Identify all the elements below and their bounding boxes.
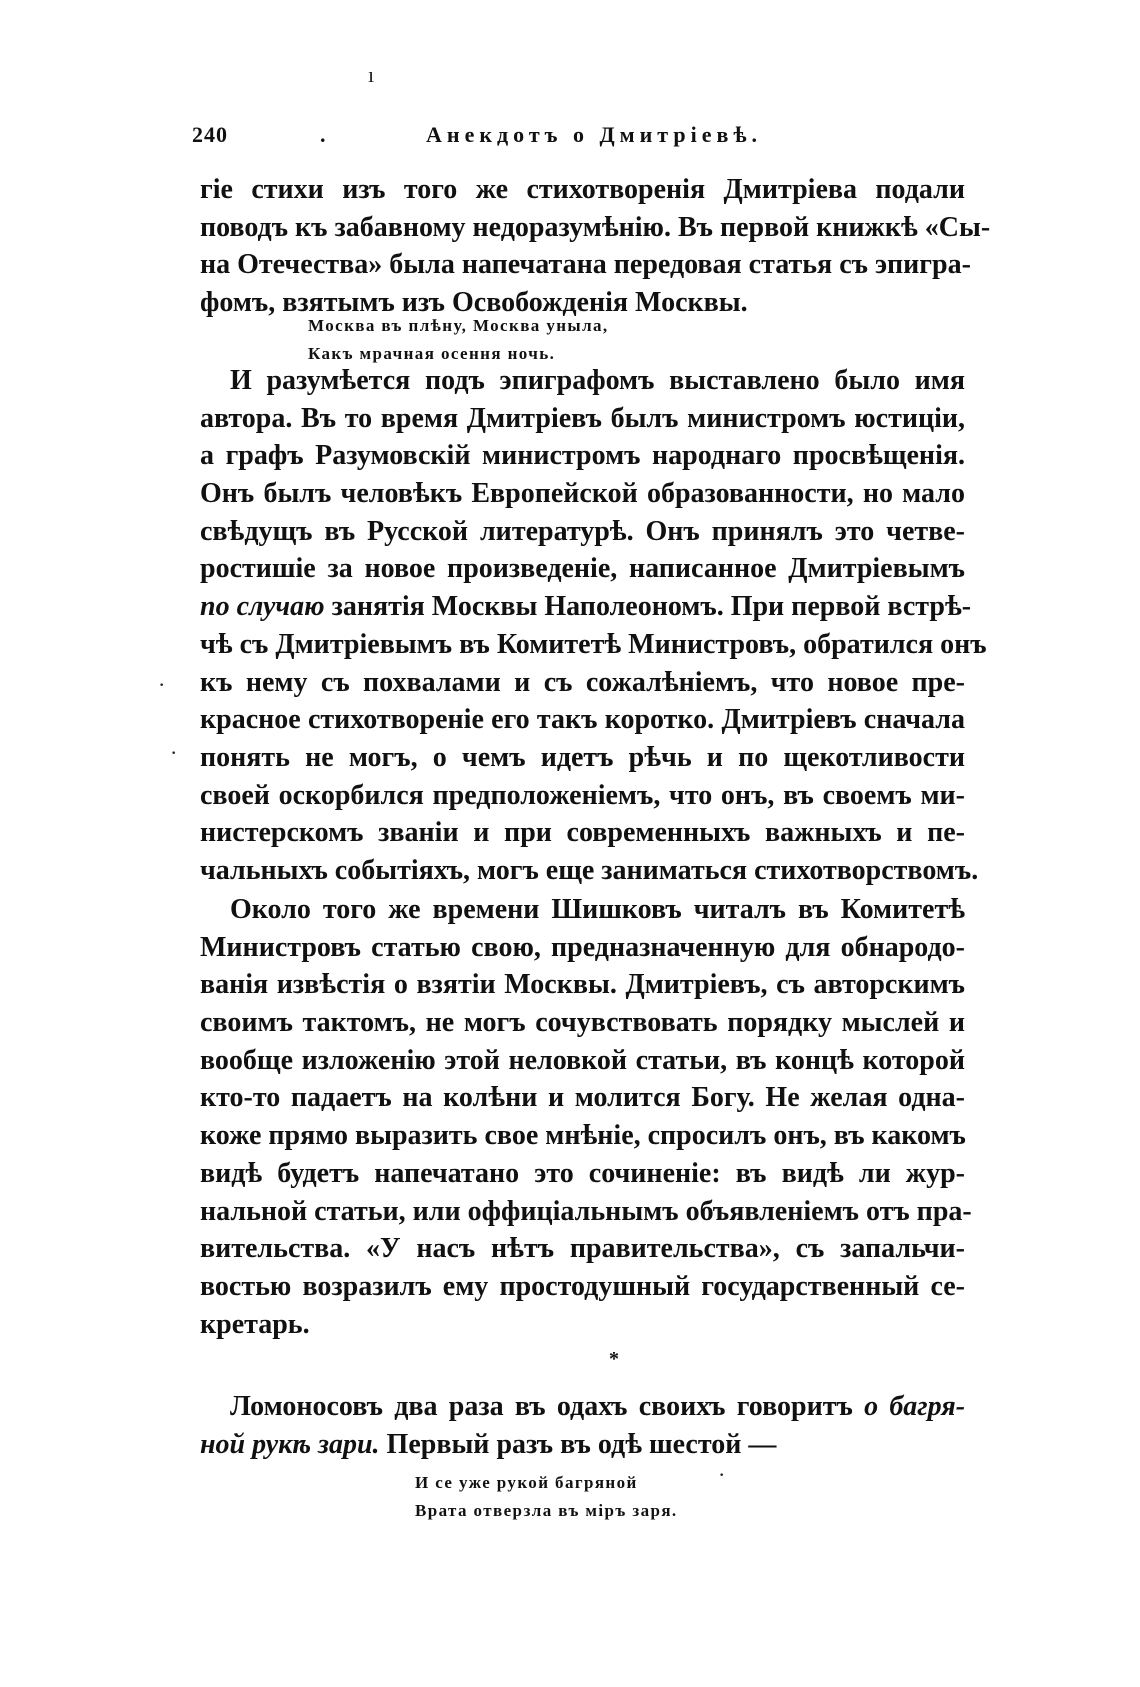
- italic-phrase: ной рукѣ зари.: [200, 1428, 380, 1460]
- italic-phrase: о багря-: [864, 1391, 966, 1422]
- paragraph-2: [200, 362, 987, 890]
- text-line: своимъ тактомъ, не могъ сочувствовать порядку мыслей и: [200, 1007, 965, 1039]
- text-line: фомъ, взятымъ изъ Освобожденія Москвы.: [200, 287, 748, 319]
- text-line: Министровъ статью свою, предназначенную для обнародо-: [200, 931, 965, 963]
- text-line: поводъ къ забавному недоразумѣнію. Въ первой книжкѣ «Сы-: [200, 211, 991, 243]
- text-line: востью возразилъ ему простодушный государственный се-: [200, 1270, 965, 1302]
- text-line: кретарь.: [200, 1308, 310, 1340]
- text-line: [200, 1388, 965, 1426]
- text-line: ростишіе за новое произведеніе, написанное Дмитріевымъ: [200, 553, 965, 585]
- paragraph-1: [200, 171, 991, 322]
- text-line: Онъ былъ человѣкъ Европейской образованности, но мало: [200, 478, 965, 510]
- text-line: коже прямо выразить свое мнѣніе, спросилъ онъ, въ какомъ: [200, 1120, 966, 1152]
- section-separator: *: [609, 1348, 619, 1370]
- print-speck: ·: [158, 672, 166, 697]
- text-line: а графъ Разумовскій министромъ народнаго просвѣщенія.: [200, 440, 965, 472]
- text-line: [200, 1426, 965, 1464]
- text-line: [200, 588, 972, 626]
- paragraph-4: [200, 1388, 965, 1463]
- print-speck: ·: [718, 1462, 726, 1487]
- quote-line: Врата отверзла въ міръ заря.: [415, 1501, 678, 1520]
- text-line: вительства. «У насъ нѣтъ правительства», съ запальчи-: [200, 1233, 965, 1265]
- text-line: на Отечества» была напечатана передовая статья съ эпигра-: [200, 249, 971, 281]
- text-line: ванія извѣстія о взятіи Москвы. Дмитріевъ, съ авторскимъ: [200, 969, 965, 1001]
- text-line: вообще изложенію этой неловкой статьи, въ концѣ которой: [200, 1044, 965, 1076]
- running-header: [192, 122, 962, 158]
- text-line: понять не могъ, о чемъ идетъ рѣчь и по щекотливости: [200, 741, 965, 773]
- text-line: своей оскорбился предположеніемъ, что онъ, въ своемъ ми-: [200, 779, 965, 811]
- text-line: чѣ съ Дмитріевымъ въ Комитетѣ Министровъ, обратился онъ: [200, 628, 987, 660]
- text-line: нальной статьи, или оффиціальнымъ объявленіемъ отъ пра-: [200, 1195, 972, 1227]
- print-speck: ı: [368, 62, 375, 87]
- text-line: автора. Въ то время Дмитріевъ былъ министромъ юстиціи,: [200, 402, 965, 434]
- text-run: Ломоносовъ два раза въ одахъ своихъ говоритъ: [230, 1391, 853, 1422]
- quote: [415, 1469, 678, 1525]
- epigraph: [308, 312, 609, 368]
- italic-phrase: по случаю: [200, 591, 325, 623]
- text-line: Около того же времени Шишковъ читалъ въ Комитетѣ: [230, 894, 965, 925]
- epigraph-line: Какъ мрачная осення ночь.: [308, 344, 556, 363]
- text-run: Первый разъ въ одѣ шестой —: [386, 1428, 777, 1460]
- text-line: чальныхъ событіяхъ, могъ еще заниматься стихотворствомъ.: [200, 854, 979, 886]
- text-line: нистерскомъ званіи и при современныхъ важныхъ и пе-: [200, 817, 965, 849]
- header-separator: .: [320, 122, 326, 147]
- page-number: 240: [192, 122, 228, 147]
- paragraph-3: [200, 891, 972, 1343]
- text-line: свѣдущъ въ Русской литературѣ. Онъ принялъ это четве-: [200, 515, 965, 547]
- text-line: красное стихотвореніе его такъ коротко. Дмитріевъ сначала: [200, 704, 965, 736]
- text-run: занятія Москвы Наполеономъ. При первой встрѣ-: [331, 591, 972, 623]
- print-speck: ·: [170, 740, 178, 765]
- epigraph-line: Москва въ плѣну, Москва уныла,: [308, 316, 609, 335]
- quote-line: И се уже рукой багряной: [415, 1473, 638, 1492]
- text-line: видѣ будетъ напечатано это сочиненіе: въ видѣ ли жур-: [200, 1157, 965, 1189]
- text-line: кто-то падаетъ на колѣни и молится Богу. Не желая одна-: [200, 1082, 965, 1114]
- text-line: И разумѣется подъ эпиграфомъ выставлено было имя: [230, 365, 965, 396]
- running-title: Анекдотъ о Дмитріевѣ.: [426, 122, 763, 147]
- text-line: къ нему съ похвалами и съ сожалѣніемъ, что новое пре-: [200, 666, 965, 698]
- text-line: гіе стихи изъ того же стихотворенія Дмитріева подали: [200, 174, 965, 205]
